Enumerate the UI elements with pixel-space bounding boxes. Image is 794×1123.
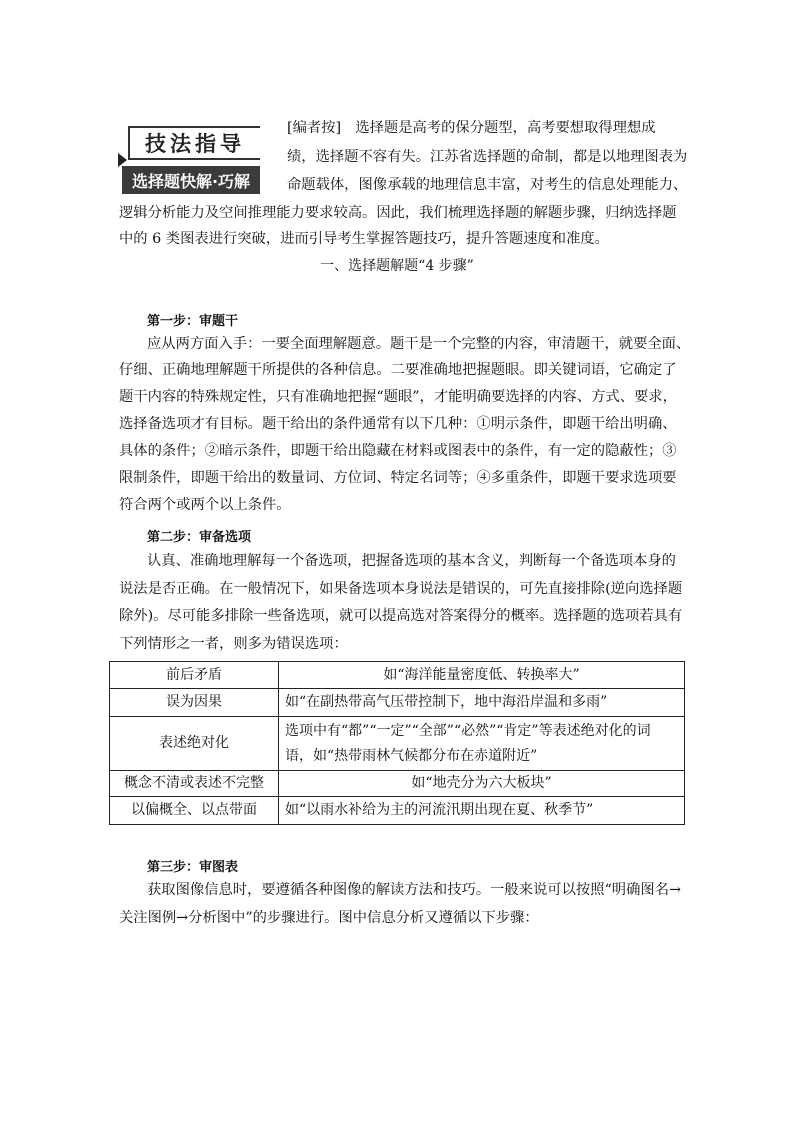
error-options-table: [109, 661, 685, 825]
step1-line: 符合两个或两个以上条件。: [119, 497, 291, 513]
table-cell-example: 如“地壳分为六大板块”: [279, 771, 685, 797]
step1-line: 限制条件，即题干给出的数量词、方位词、特定名词等；④多重条件，即题干要求选项要: [119, 470, 677, 486]
step3-line: 关注图例→分析图中”的步骤进行。图中信息分析又遵循以下步骤：: [119, 910, 539, 926]
table-cell-label: 前后矛盾: [110, 662, 279, 689]
table-cell-example: 选项中有“都”“一定”“全部”“必然”“肯定”等表述绝对化的词语，如“热带雨林气候都分布在赤道附近”: [279, 717, 685, 771]
intro-line: 命题载体，图像承载的地理信息丰富，对考生的信息处理能力、: [287, 177, 688, 193]
table-row: [110, 717, 685, 771]
table-cell-label: 以偏概全、以点带面: [110, 797, 279, 825]
table-row: [110, 689, 685, 717]
table-cell-example: 如“海洋能量密度低、转换率大”: [279, 662, 685, 689]
step2-line: 除外)。尽可能多排除一些备选项，就可以提高选对答案得分的概率。选择题的选项若具有: [119, 608, 683, 624]
intro-line: 中的 6 类图表进行突破，进而引导考生掌握答题技巧，提升答题速度和准度。: [119, 231, 609, 247]
step3-line: 获取图像信息时，要遵循各种图像的解读方法和技巧。一般来说可以按照“明确图名→: [147, 882, 681, 898]
section-banner: [118, 126, 260, 196]
step2-line: 认真、准确地理解每一个备选项，把握备选项的基本含义，判断每一个备选项本身的: [147, 553, 676, 569]
step1-line: 题干内容的特殊规定性，只有准确地把握“题眼”，才能明确要选择的内容、方式、要求，: [119, 389, 677, 405]
step1-line: 仔细、正确地理解题干所提供的各种信息。二要准确地把握题眼。即关键词语，它确定了: [119, 362, 677, 378]
table-cell-example: 如“以雨水补给为主的河流汛期出现在夏、秋季节”: [279, 797, 685, 825]
table-row: [110, 771, 685, 797]
section-title: 一、选择题解题“4 步骤”: [320, 258, 474, 274]
table-cell-label: 表述绝对化: [110, 717, 279, 771]
table-cell-label: 概念不清或表述不完整: [110, 771, 279, 797]
step2-heading: 第二步：审备选项: [147, 530, 252, 545]
table-cell-example: 如“在副热带高气压带控制下，地中海沿岸温和多雨”: [279, 689, 685, 717]
banner-subtitle: 选择题快解·巧解: [131, 171, 251, 191]
arrow-icon: [118, 153, 127, 167]
step1-line: 选择备选项才有目标。题干给出的条件通常有以下几种：①明示条件，即题干给出明确、: [119, 416, 677, 432]
banner-title: 技法指导: [145, 132, 245, 156]
banner-subtitle-box: [122, 166, 260, 194]
intro-line: 逻辑分析能力及空间推理能力要求较高。因此，我们梳理选择题的解题步骤，归纳选择题: [119, 205, 677, 221]
table-row: [110, 797, 685, 825]
step1-line: 具体的条件；②暗示条件，即题干给出隐藏在材料或图表中的条件，有一定的隐蔽性；③: [119, 443, 677, 459]
step1-heading: 第一步：审题干: [147, 314, 239, 329]
step2-line: 下列情形之一者，则多为错误选项：: [119, 636, 348, 652]
intro-line: 绩，选择题不容有失。江苏省选择题的命制，都是以地理图表为: [287, 149, 688, 165]
step1-line: 应从两方面入手：一要全面理解题意。题干是一个完整的内容，审清题干，就要全面、: [147, 336, 691, 352]
banner-title-box: [128, 126, 260, 160]
intro-line: [编者按] 选择题是高考的保分题型，高考要想取得理想成: [287, 120, 656, 136]
table-row: [110, 662, 685, 689]
step3-heading: 第三步：审图表: [147, 860, 239, 875]
table-cell-label: 误为因果: [110, 689, 279, 717]
step2-line: 说法是否正确。在一般情况下，如果备选项本身说法是错误的，可先直接排除(逆向选择题: [119, 581, 683, 597]
